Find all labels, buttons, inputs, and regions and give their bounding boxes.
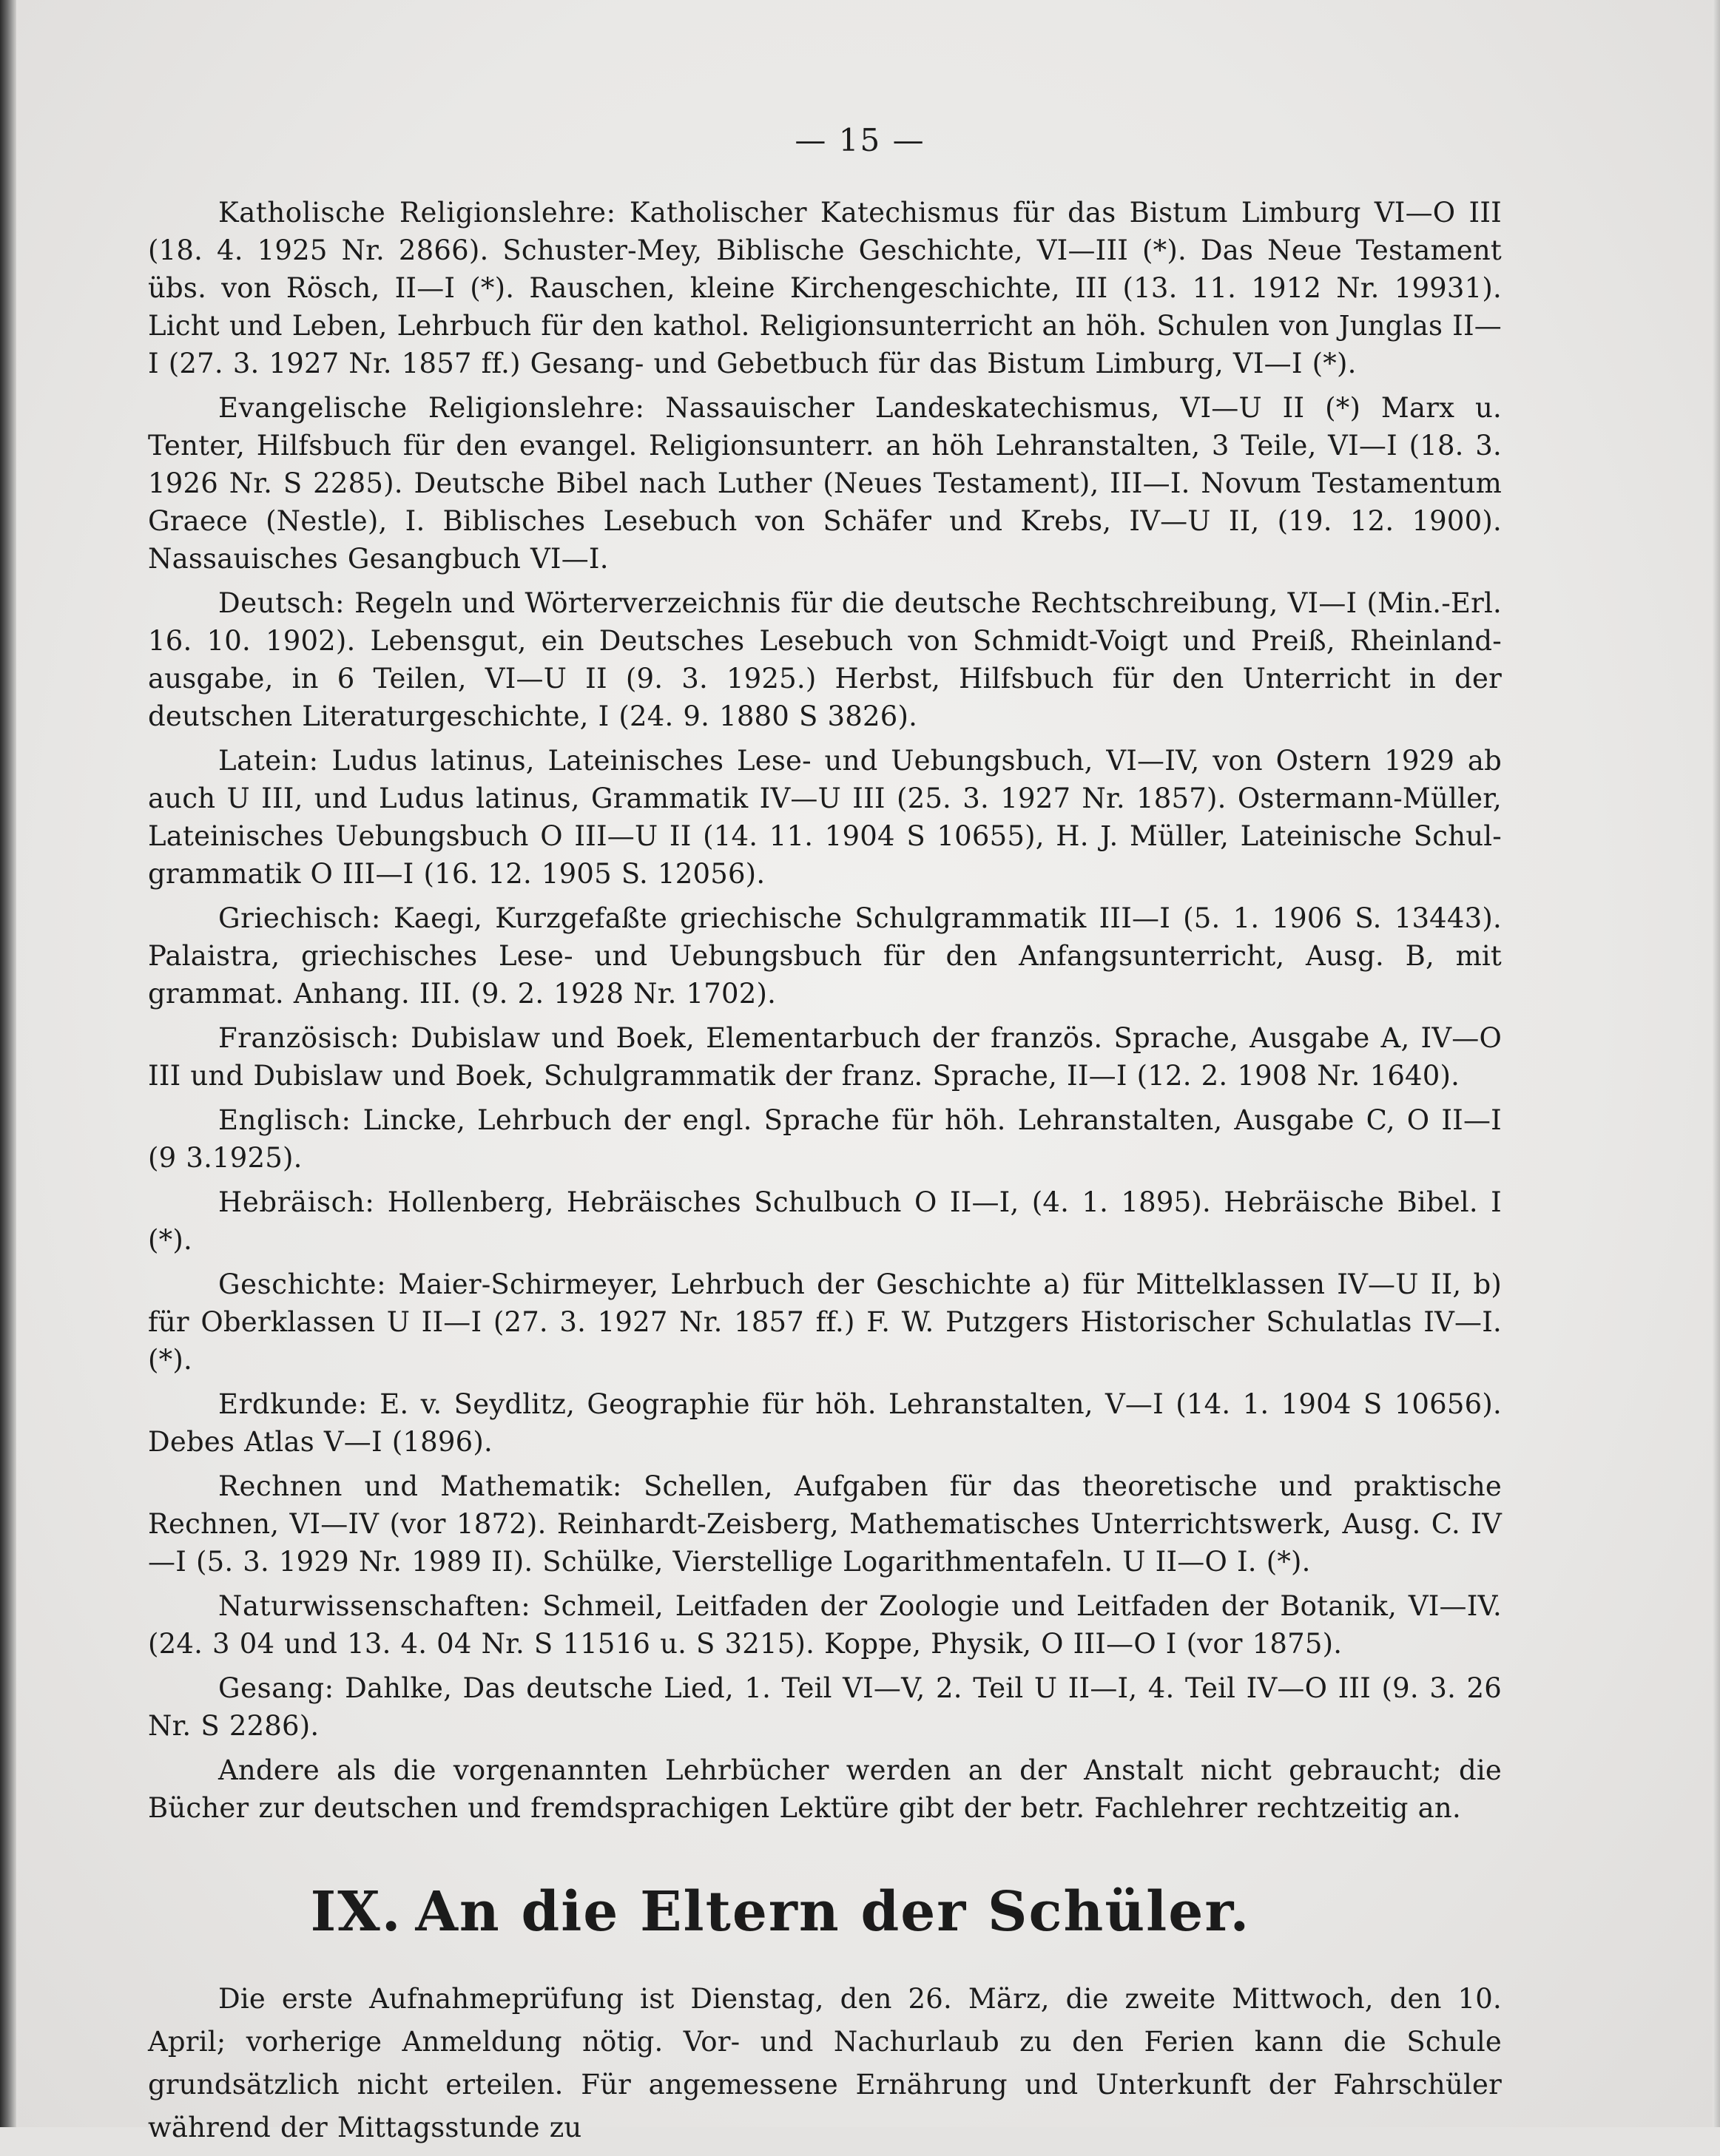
section-number: IX. bbox=[310, 1880, 402, 1944]
subject-label: Gesang: bbox=[218, 1672, 334, 1704]
textbook-note: Andere als die vorgenannten Lehrbücher werden an der Anstalt nicht gebraucht; die Bücher zur deutschen und fremdsprachigen Lektüre gibt der betr. Fachlehrer rechtzeitig an. bbox=[148, 1754, 1502, 1824]
entry-text: Maier-Schirmeyer, Lehrbuch der Geschichte a) für Mittelklassen IV—U II, b) für Oberklassen U II—I (27. 3. 1927 Nr. 1857 ff.) F. W. Putzgers Historischer Schulatlas IV—I. (*). bbox=[148, 1268, 1502, 1376]
entry-text: Ludus latinus, Lateinisches Lese- und Uebungsbuch, VI—IV, von Ostern 1929 ab auch U III, und Ludus latinus, Grammatik IV—U III (25. 3. 1927 Nr. 1857). Ostermann-Müller, Lateinisches Uebungsbuch O III—U II (14. 11. 1904 S 10655), H. J. Müller, Lateinische Schul-grammatik O III—I (16. 12. 1905 S. 12056). bbox=[148, 745, 1502, 890]
section-title: An die Eltern der Schüler. bbox=[415, 1880, 1251, 1944]
entry-text: Schmeil, Leitfaden der Zoologie und Leitfaden der Botanik, VI—IV. (24. 3 04 und 13. 4. 04 Nr. S 11516 u. S 3215). Koppe, Physik, O III—O I (vor 1875). bbox=[148, 1590, 1502, 1660]
textbook-entry-greek bbox=[148, 899, 1502, 1013]
subject-label: Geschichte: bbox=[218, 1268, 387, 1300]
textbook-entry-german bbox=[148, 584, 1502, 735]
parents-paragraph: Die erste Aufnahmeprüfung ist Dienstag, den 26. März, die zweite Mittwoch, den 10. April; vorherige Anmeldung nötig. Vor- und Nachurlaub zu den Ferien kann die Schule grundsätzlich nicht erteilen. Für angemessene Ernährung und Unterkunft der Fahrschüler während der Mittagsstunde zu bbox=[148, 1983, 1502, 2143]
textbook-entry-mathematics bbox=[148, 1467, 1502, 1581]
subject-label: Englisch: bbox=[218, 1104, 351, 1136]
page-edge bbox=[1713, 0, 1720, 2127]
entry-text: Kaegi, Kurzgefaßte griechische Schulgrammatik III—I (5. 1. 1906 S. 13443). Palaistra, griechisches Lese- und Uebungsbuch für den Anfangsunterricht, Ausg. B, mit grammat. Anhang. III. (9. 2. 1928 Nr. 1702). bbox=[148, 902, 1502, 1010]
page-body bbox=[148, 194, 1502, 2156]
textbook-entry-geography bbox=[148, 1385, 1502, 1461]
textbook-entry-english bbox=[148, 1101, 1502, 1177]
subject-label: Evangelische Religionslehre: bbox=[218, 392, 645, 424]
textbook-entry-french bbox=[148, 1019, 1502, 1095]
page-number: — 15 — bbox=[795, 122, 925, 158]
textbook-entry-catholic-religion bbox=[148, 194, 1502, 382]
subject-label: Naturwissenschaften: bbox=[218, 1590, 531, 1622]
subject-label: Latein: bbox=[218, 745, 319, 777]
subject-label: Französisch: bbox=[218, 1022, 400, 1054]
textbook-entry-natural-sciences bbox=[148, 1587, 1502, 1663]
section-heading bbox=[148, 1880, 1502, 1944]
entry-text: Dubislaw und Boek, Elementarbuch der französ. Sprache, Ausgabe A, IV—O III und Dubislaw und Boek, Schulgrammatik der franz. Sprache, II—I (12. 2. 1908 Nr. 1640). bbox=[148, 1022, 1502, 1092]
subject-label: Katholische Religionslehre: bbox=[218, 197, 616, 229]
textbook-entry-hebrew bbox=[148, 1183, 1502, 1259]
entry-text: Katholischer Katechismus für das Bistum Limburg VI—O III (18. 4. 1925 Nr. 2866). Schuster-Mey, Biblische Geschichte, VI—III (*). Das Neue Testament übs. von Rösch, II—I (*). Rauschen, kleine Kirchengeschichte, III (13. 11. 1912 Nr. 19931). Licht und Leben, Lehrbuch für den kathol. Religionsunterricht an höh. Schulen von Junglas II—I (27. 3. 1927 Nr. 1857 ff.) Gesang- und Gebetbuch für das Bistum Limburg, VI—I (*). bbox=[148, 197, 1502, 379]
subject-label: Erdkunde: bbox=[218, 1388, 368, 1420]
subject-label: Griechisch: bbox=[218, 902, 381, 934]
textbook-entry-latin bbox=[148, 742, 1502, 893]
textbook-entry-singing bbox=[148, 1669, 1502, 1745]
entry-text: Schellen, Aufgaben für das theoretische und praktische Rechnen, VI—IV (vor 1872). Reinhardt-Zeisberg, Mathematisches Unterrichtswerk, Ausg. C. IV—I (5. 3. 1929 Nr. 1989 II). Schülke, Vierstellige Logarithmentafeln. U II—O I. (*). bbox=[148, 1470, 1502, 1578]
entry-text: Hollenberg, Hebräisches Schulbuch O II—I, (4. 1. 1895). Hebräische Bibel. I (*). bbox=[148, 1186, 1502, 1256]
subject-label: Hebräisch: bbox=[218, 1186, 375, 1218]
textbook-entry-history bbox=[148, 1265, 1502, 1379]
subject-label: Rechnen und Mathematik: bbox=[218, 1470, 622, 1502]
entry-text: Lincke, Lehrbuch der engl. Sprache für höh. Lehranstalten, Ausgabe C, O II—I (9 3.1925). bbox=[148, 1104, 1502, 1174]
entry-text: Dahlke, Das deutsche Lied, 1. Teil VI—V, 2. Teil U II—I, 4. Teil IV—O III (9. 3. 26 Nr. S 2286). bbox=[148, 1672, 1502, 1742]
textbook-entry-protestant-religion bbox=[148, 389, 1502, 578]
entry-text: Nassauischer Landeskatechismus, VI—U II (*) Marx u. Tenter, Hilfsbuch für den evangel. Religionsunterr. an höh Lehranstalten, 3 Teile, VI—I (18. 3. 1926 Nr. S 2285). Deutsche Bibel nach Luther (Neues Testament), III—I. Novum Testamentum Graece (Nestle), I. Biblisches Lesebuch von Schäfer und Krebs, IV—U II, (19. 12. 1900). Nassauisches Gesangbuch VI—I. bbox=[148, 392, 1502, 575]
subject-label: Deutsch: bbox=[218, 587, 345, 619]
entry-text: E. v. Seydlitz, Geographie für höh. Lehranstalten, V—I (14. 1. 1904 S 10656). Debes Atlas V—I (1896). bbox=[148, 1388, 1502, 1458]
entry-text: Regeln und Wörterverzeichnis für die deutsche Rechtschreibung, VI—I (Min.-Erl. 16. 10. 1902). Lebensgut, ein Deutsches Lesebuch von Schmidt-Voigt und Preiß, Rheinland-ausgabe, in 6 Teilen, VI—U II (9. 3. 1925.) Herbst, Hilfsbuch für den Unterricht in der deutschen Literaturgeschichte, I (24. 9. 1880 S 3826). bbox=[148, 587, 1502, 732]
binding-shadow bbox=[0, 0, 16, 2127]
